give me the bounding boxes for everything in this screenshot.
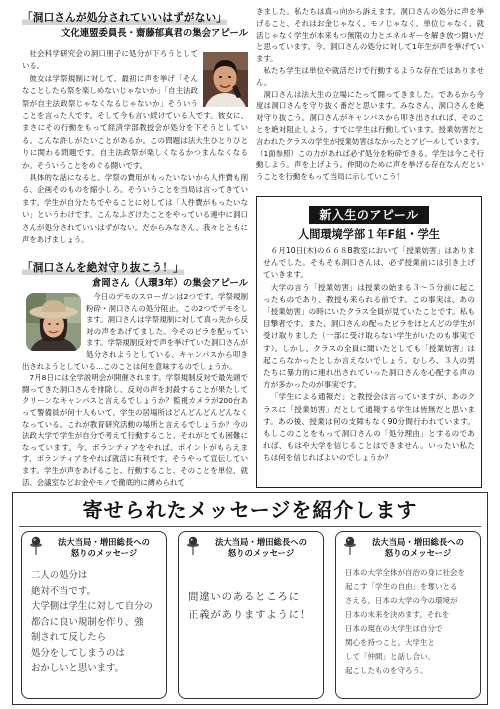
freshman-paragraph: 「学生による通報だ」と教授会は言っていますが、あのクラスに「授業妨害」だとして通報する学生は皆無だと思います。あの後、授業は何の支障もなく90分間行われています。もしこのことをもって洞口さんの「処分理由」とするのであれば、もはや大学を信じることはできません。いったい私たちは何を信じればよいのでしょうか？	[263, 392, 475, 463]
article2-continued-paragraph: 洞口さんは法大生の立場にたって闘ってきました。であるから今度は洞口さんを守り抜く番だと思います。みなさん、洞口さんを絶対守り抜こう。洞口さんがキャンパスから叩き出されれば、そのことを絶対阻止しよう。すでに学生は行動しています。授業妨害だと言われたクラスの学生が授業妨害はなかったとアピールしています。（1面参照）この力があれば必ず処分を粉砕できる。学生は今こそ行動しよう。声を上げよう。仲間のために声を挙げる存在なんだということを行動をもって当局に示していこう！	[256, 89, 484, 182]
message-card	[21, 531, 167, 699]
pushpin-icon	[185, 536, 201, 556]
article2-paragraph: 7月8日には全学説明会が開催されます。学祭規制反対で最先頭で闘ってきた洞口さんを排除し、反対の声を封殺することが果たしてクリーンなキャンパスと言えるでしょうか？監視カメラが200台あって警備員が何十人もいて、学生の居場所はどんどんどんどんなくなっている。これが教育研究活動の場所と言えるでしょうか？今の法政大学で学生が自分で考えて行動すること、それがとても困難になっています。今、ボランティアをやれば、ポイントがもらえます、ボランティアをやれば就活に有利です。そうやって宣伝しています。学生が声をあげること、行動すること、そのことを単位、就活、会議室などお金やモノで徹底的に縛められて	[22, 373, 248, 487]
speaker-portrait-image	[203, 52, 248, 107]
pushpin-icon	[342, 536, 358, 556]
article1-body	[22, 48, 248, 248]
freshman-badge: 新入生のアピール	[309, 206, 428, 224]
message-card-title: 法大当局・増田総長への 怒りのメッセージ	[214, 537, 308, 558]
article2-paragraph: 今日のデモのスローガンは2つです。学祭規制粉砕・洞口さんの処分阻止。この2つでデモをします。洞口さんは学祭規制に対して真っ先から反対の声をあげてました。今そのビラを配っています。学祭規制反対で声を挙げていた洞口さんが処分されようとしている、キャンパスから叩き出されようとしている…このことは何を意味するのでしょうか。	[22, 292, 248, 371]
message-card-title: 法大当局・増田総長への 怒りのメッセージ	[57, 537, 151, 558]
message-card-handwriting: 二人の処分は 絶対不当です。 大学側は学生に対して自分の 都合に良い規制を作り、強 制されて反したら 処分をしてしまうのは おかしいと思います。	[31, 570, 153, 674]
article1-paragraph: 具体的な話になると、学祭の費用がもったいないから人件費も削る、企画そのものを縮小しろ。そういうことを当局は言ってきています。学生が自分たちでやることに対しては「人件費がもったいない」というわけです。こんなふざけたことをやっている連中に洞口さんが処分されていいはずがない。だからみなさん、我々とともに声をあげましょう。	[22, 173, 248, 245]
freshman-paragraph: ６月10日(木)の６６８B教室において「授業妨害」はありませんでした。そもそも洞口さんは、必ず授業前には引き上げていきます。	[263, 246, 475, 280]
article2-continued-paragraph: 私たち学生は単位や就活だけで行動するような存在ではありません。	[256, 65, 484, 87]
left-column	[22, 6, 248, 492]
article2-body	[22, 291, 248, 490]
freshman-badge-wrap	[257, 204, 481, 224]
article2-continued-paragraph: きました。私たちは真っ向から訴えます。洞口さんの処分に声を挙げること、それはお金じゃなく、モノじゃなく、単位じゃなく、就活じゃなく学生が本来もつ無限の力とエネルギーを解き放つ闘いだと思っています。今、洞口さんの処分に対して1年生が声を挙げています。	[256, 7, 484, 64]
right-column	[256, 6, 484, 490]
article1-byline: 文化連盟委員長・齋藤郁真君の集会アピール	[61, 28, 248, 39]
article2-byline: 倉岡さん（人環3年）の集会アピール	[92, 278, 248, 289]
message-card-title: 法大当局・増田総長への 怒りのメッセージ	[371, 537, 465, 558]
article2-header	[22, 256, 248, 290]
speaker-photo-kuraoka	[26, 293, 81, 351]
message-card-handwriting: 日本の大学全体が自治の身に社会を 起こす「学生の自由」を奪いとる さえる。日本の大学の今の環境が 日本の未来を決めます。それを 日本の現在の大学生は自分で 関心を持つこと。大学生と して「仲間」と話し合い、 起こしたものを守ろう。	[345, 568, 465, 675]
messages-heading: 寄せられたメッセージを紹介します	[82, 498, 418, 522]
freshman-body	[263, 245, 475, 481]
pushpin-icon	[28, 536, 44, 556]
messages-section	[12, 492, 488, 705]
article1-paragraph: 社会科学研究会の洞口朋子に処分が下ろうとしている。	[22, 49, 198, 71]
speaker-photo-saito	[203, 52, 248, 107]
message-card-handwriting: 間違いのあるところに 正義がありますように！	[188, 591, 312, 621]
freshman-paragraph: 大学の言う「授業妨害」は授業の始まる３～５分前に起こったものであり、教授も来られる前です。この事実は、あの「授業妨害」の時にいたクラス全員が見ていたことです。私も目撃者です。また、洞口さんの配ったビラをほとんどの学生が受け取りました（一部に受け取らない学生がいたのも事実です）。しかし、クラスの全員に聞いたとしても「授業妨害」は起こらなかったとしか言えないでしょう。むしろ、３人の男たちに暴力的に連れ出されていった洞口さんを心配する声の方が多かったのが事実です。	[263, 282, 475, 390]
article1-header	[22, 6, 248, 40]
article1-headline: 「洞口さんが処分されていいはずがない」	[22, 12, 228, 24]
article2-continued-body	[256, 6, 484, 192]
speaker-portrait-image	[26, 293, 81, 351]
freshman-byline: 人間環境学部１年F組・学生	[298, 228, 440, 241]
message-card	[178, 531, 324, 699]
messages-divider	[19, 526, 481, 527]
message-card	[335, 531, 481, 699]
article1-paragraph: 彼女は学祭規制に対して、最初に声を挙げ「そんなことしたら祭を楽しめないじゃないか」「自主法政祭が自主法政祭じゃなくなるじゃないか」そういうことを言った人です。そして今も言い続けている人です。彼女に、まさにその行動をもって経済学部教授会が処分を下そうとしている。こんな許しがたいことがあるか。この問題は法大生ひとりひとりに関わる問題です。自主法政祭が楽しくなるかつまんなくなるか。そういうことをめぐる闘いです。	[22, 73, 248, 170]
article2-headline: 「洞口さんを絶対守り抜こう！」	[22, 262, 184, 274]
freshman-appeal-box	[256, 196, 482, 488]
